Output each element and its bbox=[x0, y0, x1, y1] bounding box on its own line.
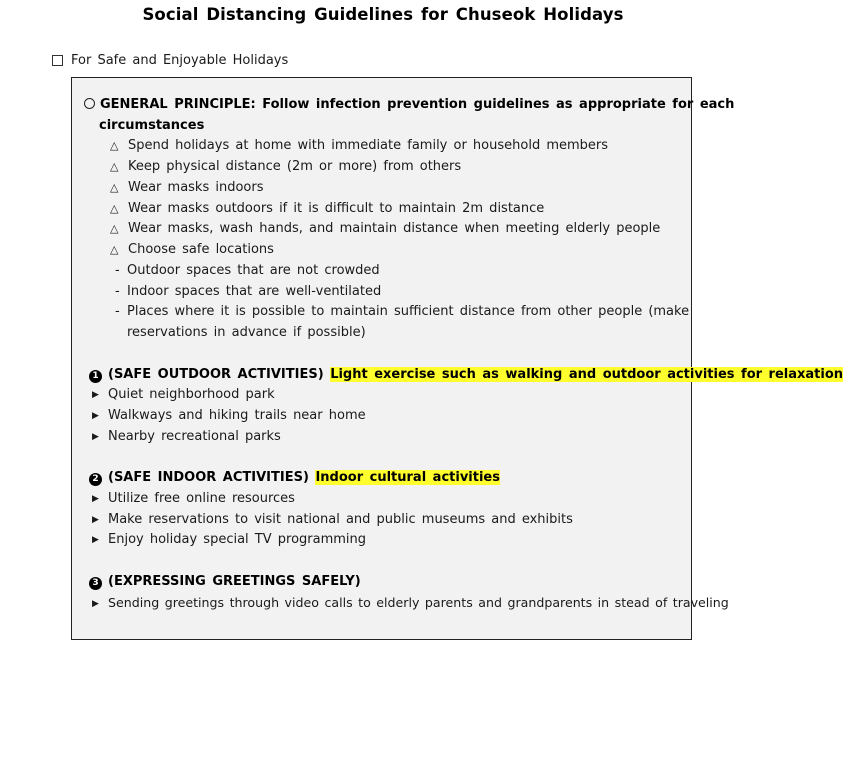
location-item-continued: reservations in advance if possible) bbox=[127, 325, 366, 340]
guidelines-panel bbox=[71, 77, 843, 640]
list-item-text: Walkways and hiking trails near home bbox=[108, 408, 366, 423]
section-highlight: Indoor cultural activities bbox=[315, 470, 500, 485]
small-triangle-bullet-icon: ▶ bbox=[92, 599, 99, 609]
section-heading bbox=[89, 572, 361, 592]
location-item bbox=[115, 261, 380, 281]
location-item bbox=[115, 282, 381, 302]
general-principle-heading bbox=[84, 95, 734, 115]
subheading-text: For Safe and Enjoyable Holidays bbox=[71, 53, 289, 68]
list-item bbox=[92, 427, 281, 447]
location-item-text: Indoor spaces that are well-ventilated bbox=[127, 284, 382, 299]
section-heading-text: (SAFE OUTDOOR ACTIVITIES) bbox=[108, 367, 324, 382]
small-triangle-bullet-icon: ▶ bbox=[92, 515, 99, 525]
general-item bbox=[110, 240, 274, 260]
subheading bbox=[52, 53, 288, 68]
location-item-text: Places where it is possible to maintain sufficient distance from other people (make bbox=[127, 304, 690, 319]
triangle-icon: △ bbox=[110, 160, 119, 173]
list-item bbox=[92, 406, 366, 426]
list-item bbox=[92, 593, 729, 614]
small-triangle-bullet-icon: ▶ bbox=[92, 390, 99, 400]
filled-circle-number-icon: 2 bbox=[89, 473, 102, 486]
list-item-text: Nearby recreational parks bbox=[108, 429, 281, 444]
list-item bbox=[92, 530, 366, 550]
triangle-icon: △ bbox=[110, 222, 119, 235]
general-principle-line1: GENERAL PRINCIPLE: Follow infection prevention guidelines as appropriate for each bbox=[100, 97, 735, 112]
general-item bbox=[110, 136, 608, 156]
triangle-icon: △ bbox=[110, 243, 119, 256]
general-item bbox=[110, 157, 461, 177]
list-item bbox=[92, 489, 295, 509]
list-item-text: Quiet neighborhood park bbox=[108, 387, 275, 402]
section-heading bbox=[89, 365, 843, 385]
small-triangle-bullet-icon: ▶ bbox=[92, 411, 99, 421]
small-triangle-bullet-icon: ▶ bbox=[92, 494, 99, 504]
list-item-text: Utilize free online resources bbox=[108, 491, 295, 506]
section-heading-text: (SAFE INDOOR ACTIVITIES) bbox=[108, 470, 309, 485]
triangle-icon: △ bbox=[110, 139, 119, 152]
location-item-text: Outdoor spaces that are not crowded bbox=[127, 263, 380, 278]
filled-circle-number-icon: 3 bbox=[89, 577, 102, 590]
general-item-text: Spend holidays at home with immediate family or household members bbox=[128, 138, 609, 153]
dash-icon: - bbox=[115, 263, 120, 278]
page-title: Social Distancing Guidelines for Chuseok Holidays bbox=[142, 5, 624, 24]
triangle-icon: △ bbox=[110, 181, 119, 194]
list-item-text: Enjoy holiday special TV programming bbox=[108, 532, 367, 547]
list-item bbox=[92, 510, 573, 530]
filled-circle-number-icon: 1 bbox=[89, 370, 102, 383]
section-heading-text: (EXPRESSING GREETINGS SAFELY) bbox=[108, 574, 361, 589]
list-item-text: Make reservations to visit national and public museums and exhibits bbox=[108, 512, 573, 527]
general-item-text: Keep physical distance (2m or more) from others bbox=[128, 159, 462, 174]
list-item bbox=[92, 385, 275, 405]
general-item-text: Wear masks indoors bbox=[128, 180, 264, 195]
section-highlight: Light exercise such as walking and outdoor activities for relaxation bbox=[330, 367, 843, 382]
general-item-text: Wear masks outdoors if it is difficult to maintain 2m distance bbox=[128, 201, 545, 216]
general-principle-line2: circumstances bbox=[99, 118, 205, 133]
location-item bbox=[115, 302, 689, 322]
empty-square-icon bbox=[52, 55, 63, 66]
general-item-text: Wear masks, wash hands, and maintain distance when meeting elderly people bbox=[128, 221, 661, 236]
list-item-text: Sending greetings through video calls to elderly parents and grandparents in stead of traveling bbox=[108, 595, 729, 610]
general-item bbox=[110, 219, 660, 239]
small-triangle-bullet-icon: ▶ bbox=[92, 535, 99, 545]
small-triangle-bullet-icon: ▶ bbox=[92, 432, 99, 442]
general-item bbox=[110, 178, 264, 198]
hollow-circle-icon bbox=[84, 98, 95, 109]
section-heading bbox=[89, 468, 500, 488]
triangle-icon: △ bbox=[110, 202, 119, 215]
dash-icon: - bbox=[115, 284, 120, 299]
general-item bbox=[110, 199, 544, 219]
dash-icon: - bbox=[115, 304, 120, 319]
general-item-text: Choose safe locations bbox=[128, 242, 274, 257]
